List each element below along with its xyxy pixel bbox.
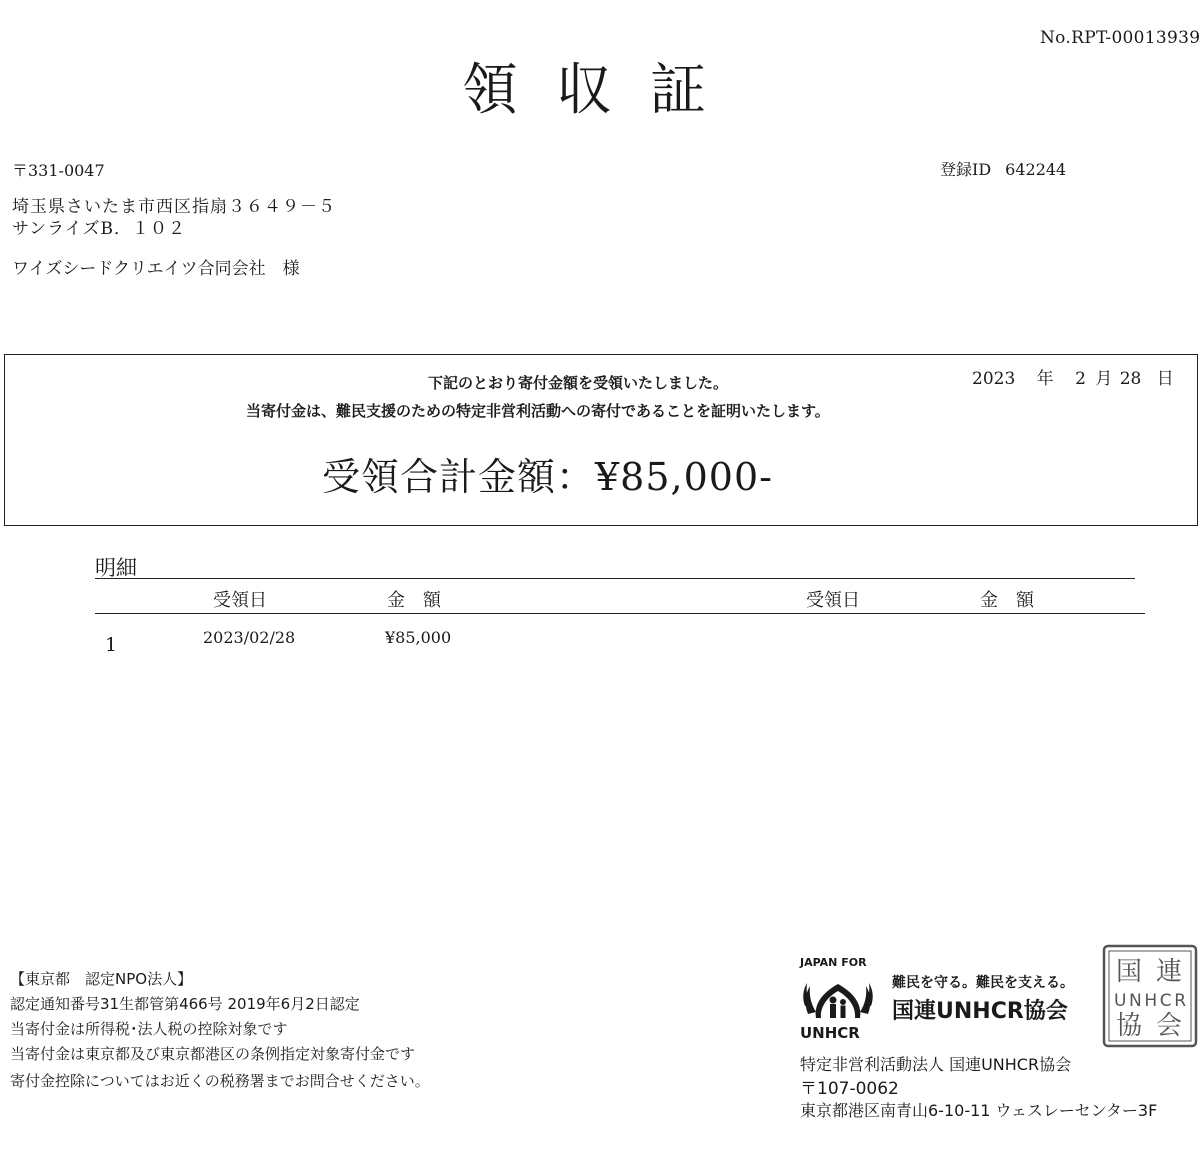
seal-char-5: 会 xyxy=(1156,1011,1183,1041)
organization-name: 特定非営利活動法人 国連UNHCR協会 xyxy=(800,1055,1072,1074)
organization-address: 東京都港区南青山6-10-11 ウェスレーセンター3F xyxy=(800,1101,1158,1120)
issue-date-year-unit: 年 xyxy=(1036,369,1054,389)
details-rule-top xyxy=(95,578,1135,579)
organization-seal-stamp xyxy=(1102,944,1198,1048)
seal-char-2: 連 xyxy=(1156,957,1183,987)
receipt-number: No.RPT-00013939 xyxy=(1040,28,1200,48)
recipient-name: ワイズシードクリエイツ合同会社 様 xyxy=(12,259,300,279)
footer-note-5: 寄付金控除についてはお近くの税務署までお問合せください。 xyxy=(10,1072,430,1090)
issue-date xyxy=(972,364,1174,389)
registration-id xyxy=(940,157,1080,180)
column-header-amount-2: 金 額 xyxy=(980,590,1034,611)
seal-char-1: 国 xyxy=(1116,957,1143,987)
issue-date-day: 28 xyxy=(1119,369,1142,389)
column-header-amount-1: 金 額 xyxy=(387,590,441,611)
issue-date-day-unit: 日 xyxy=(1156,369,1174,389)
footer-note-2: 認定通知番号31生都管第466号 2019年6月2日認定 xyxy=(10,995,360,1013)
details-title: 明細 xyxy=(95,556,137,580)
recipient-address-line1: 埼玉県さいたま市西区指扇３６４９－５ xyxy=(12,197,336,217)
footer-note-1: 【東京都 認定NPO法人】 xyxy=(10,970,193,988)
footer-note-4: 当寄付金は東京都及び東京都港区の条例指定対象寄付金です xyxy=(10,1045,416,1063)
footer-note-3: 当寄付金は所得税･法人税の控除対象です xyxy=(10,1020,288,1038)
column-header-date-2: 受領日 xyxy=(806,590,860,611)
table-row-number: 1 xyxy=(105,634,118,656)
column-header-date-1: 受領日 xyxy=(213,590,267,611)
issue-date-year: 2023 xyxy=(972,369,1016,389)
logo-text-bottom: UNHCR xyxy=(800,1024,860,1042)
document-title: 領収証 xyxy=(462,58,744,123)
total-amount: 受領合計金額：¥85,000- xyxy=(322,455,773,499)
seal-char-4: 協 xyxy=(1116,1011,1143,1041)
seal-char-3: UNHCR xyxy=(1114,991,1186,1011)
recipient-address-line2: サンライズB．１０２ xyxy=(12,219,186,239)
recipient-postal-code: 〒331-0047 xyxy=(12,161,105,180)
registration-id-value: 642244 xyxy=(1005,160,1067,179)
organization-tagline: 難民を守る。難民を支える。 xyxy=(892,975,1074,991)
issue-date-month: 2 xyxy=(1075,369,1086,389)
issue-date-month-unit: 月 xyxy=(1095,369,1113,389)
organization-logo-name: 国連UNHCR協会 xyxy=(892,999,1068,1024)
registration-id-label: 登録ID xyxy=(940,160,992,179)
table-row-amount: ¥85,000 xyxy=(385,628,452,647)
table-row-date: 2023/02/28 xyxy=(203,628,296,647)
statement-line1: 下記のとおり寄付金額を受領いたしました。 xyxy=(428,374,729,392)
logo-text-top: JAPAN FOR xyxy=(800,956,867,969)
organization-postal-code: 〒107-0062 xyxy=(800,1079,899,1099)
details-rule-header xyxy=(95,613,1145,614)
statement-line2: 当寄付金は、難民支援のための特定非営利活動への寄付であることを証明いたします。 xyxy=(246,402,830,420)
